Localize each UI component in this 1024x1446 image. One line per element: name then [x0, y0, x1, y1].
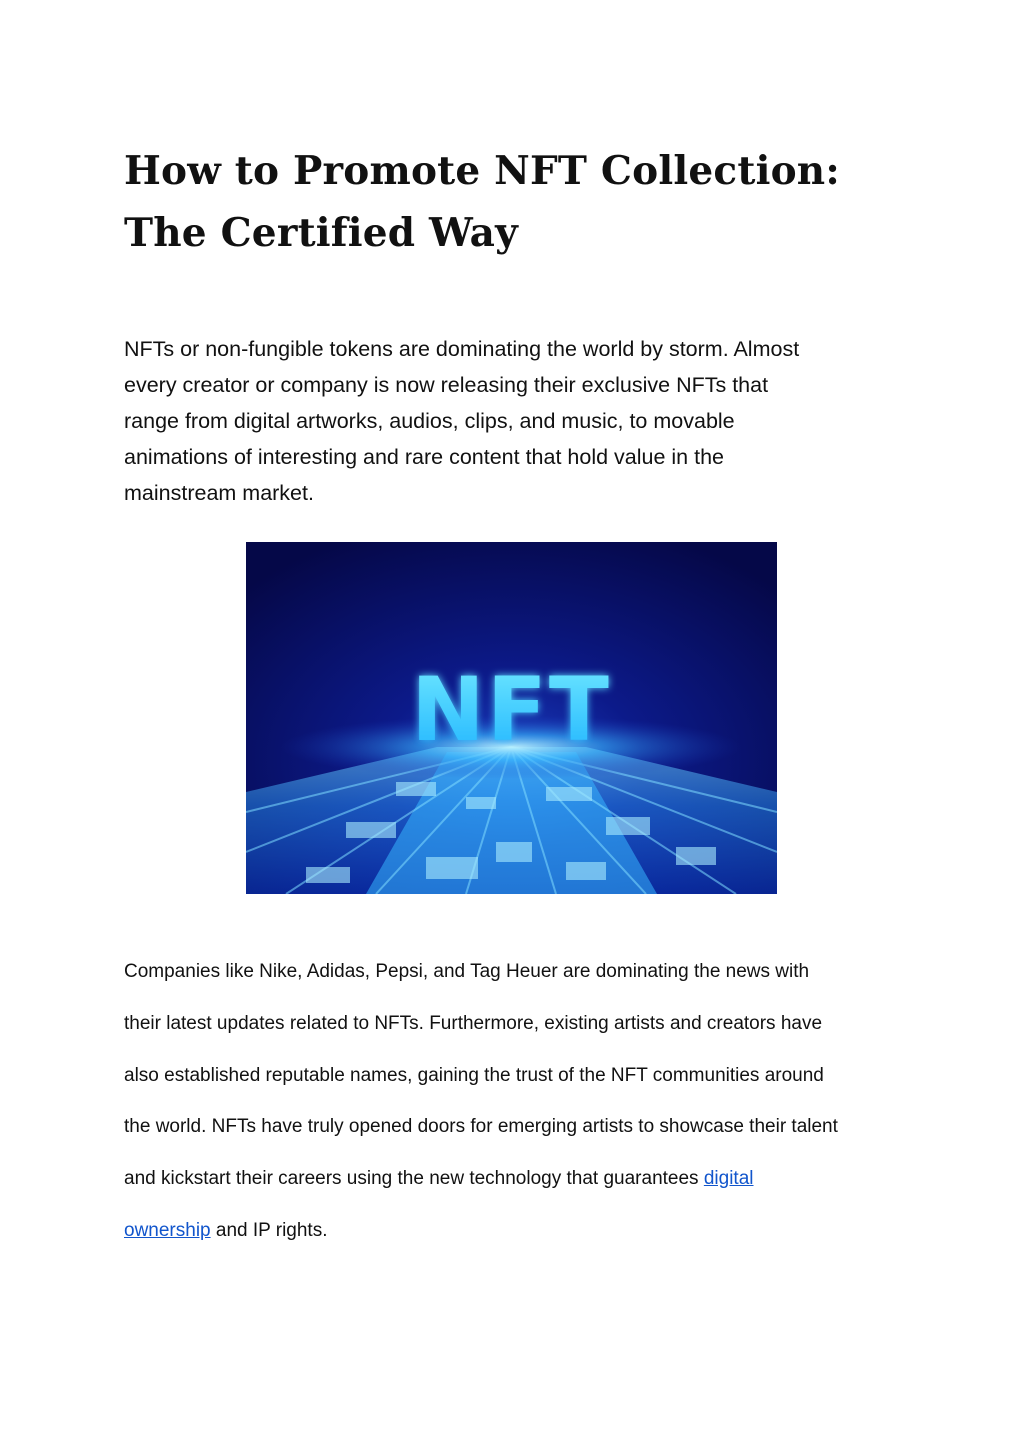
- title-line-1: How to Promote NFT Collection:: [124, 148, 840, 194]
- body-line: Companies like Nike, Adidas, Pepsi, and Tag Heuer are dominating the news with: [124, 961, 810, 982]
- intro-line: mainstream market.: [124, 481, 314, 505]
- intro-line: NFTs or non-fungible tokens are dominating the world by storm. Almost: [124, 337, 800, 361]
- title-line-2: The Certified Way: [124, 210, 518, 256]
- body-line: their latest updates related to NFTs. Furthermore, existing artists and creators have: [124, 1012, 823, 1034]
- digital-ownership-link-part-1[interactable]: digital: [703, 1168, 754, 1190]
- intro-paragraph: [124, 331, 904, 511]
- body-line-5-text: and kickstart their careers using the new technology that guarantees: [124, 1168, 704, 1190]
- hero-nft-text: NFT: [411, 658, 611, 761]
- body-line: [124, 1153, 924, 1205]
- body-line-6-text: and IP rights.: [210, 1219, 328, 1241]
- intro-line: every creator or company is now releasing their exclusive NFTs that: [124, 373, 769, 397]
- body-line: also established reputable names, gaining the trust of the NFT communities around: [124, 1064, 824, 1086]
- intro-line: range from digital artworks, audios, clips, and music, to movable: [124, 409, 735, 433]
- page-title: [124, 140, 924, 264]
- digital-ownership-link-part-2[interactable]: ownership: [124, 1219, 211, 1241]
- nft-hero-image: [246, 542, 777, 894]
- body-line: the world. NFTs have truly opened doors for emerging artists to showcase their talent: [124, 1116, 838, 1138]
- body-line: [124, 1205, 924, 1257]
- body-paragraph: [124, 946, 924, 1257]
- intro-line: animations of interesting and rare content that hold value in the: [124, 445, 724, 469]
- nft-illustration: [246, 542, 777, 894]
